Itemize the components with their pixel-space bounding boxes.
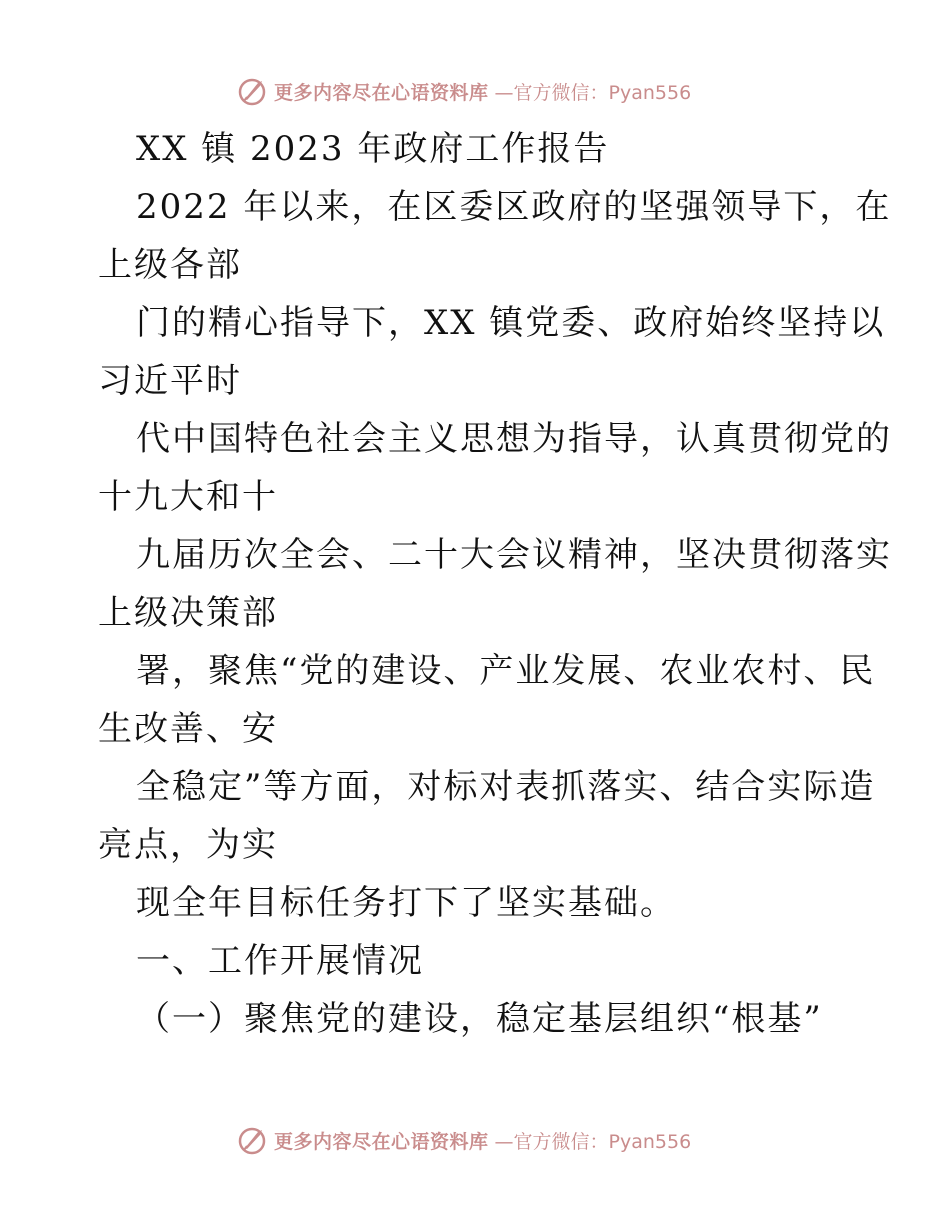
watermark-sub-text: —官方微信：Pyan556 xyxy=(494,81,692,104)
paragraph-line: 现全年目标任务打下了坚实基础。 xyxy=(136,883,676,923)
document-title: XX 镇 2023 年政府工作报告 xyxy=(136,129,610,169)
paragraph-line: 生改善、安 xyxy=(98,709,278,749)
quill-logo-icon xyxy=(236,75,268,107)
subsection-heading: （一）聚焦党的建设，稳定基层组织“根基” xyxy=(136,999,823,1039)
paragraph-line: 全稳定”等方面，对标对表抓落实、结合实际造 xyxy=(136,767,876,807)
section-heading: 一、工作开展情况 xyxy=(136,941,424,981)
header-watermark xyxy=(236,74,691,108)
document-body xyxy=(98,120,892,1048)
paragraph-line: 九届历次全会、二十大会议精神，坚决贯彻落实 xyxy=(136,535,892,575)
paragraph-line: 门的精心指导下，XX 镇党委、政府始终坚持以 xyxy=(136,303,886,343)
paragraph-line: 习近平时 xyxy=(98,361,242,401)
footer-watermark xyxy=(236,1123,691,1157)
watermark-main-text: 更多内容尽在心语资料库 xyxy=(274,1130,489,1153)
paragraph-line: 署，聚焦“党的建设、产业发展、农业农村、民 xyxy=(136,651,876,691)
watermark-main-text: 更多内容尽在心语资料库 xyxy=(274,81,489,104)
paragraph-line: 代中国特色社会主义思想为指导，认真贯彻党的 xyxy=(136,419,892,459)
quill-logo-icon xyxy=(236,1124,268,1156)
watermark-sub-text: —官方微信：Pyan556 xyxy=(494,1130,692,1153)
paragraph-line: 亮点，为实 xyxy=(98,825,278,865)
paragraph-line: 2022 年以来，在区委区政府的坚强领导下，在 xyxy=(136,187,892,227)
paragraph-line: 十九大和十 xyxy=(98,477,278,517)
paragraph-line: 上级决策部 xyxy=(98,593,278,633)
paragraph-line: 上级各部 xyxy=(98,245,242,285)
